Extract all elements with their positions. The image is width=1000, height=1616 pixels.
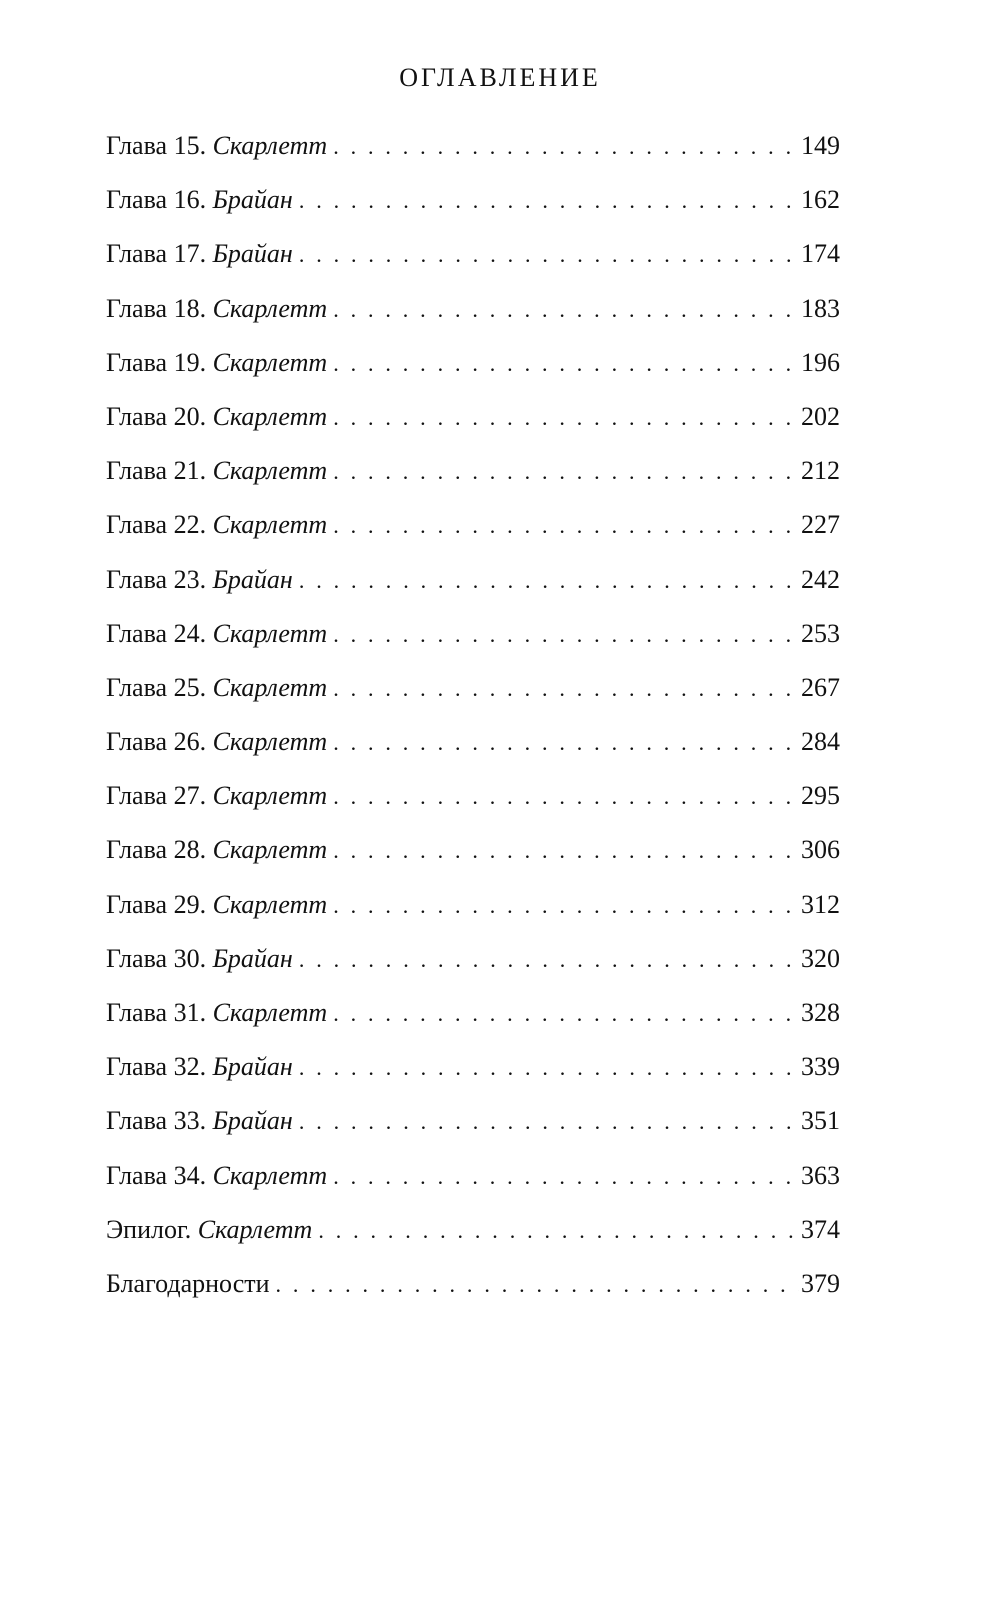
entry-label: Глава 22. Скарлетт [106,510,328,540]
dot-leader [333,398,799,438]
page-number: 374 [801,1214,840,1244]
dot-leader [276,1265,799,1305]
dot-leader [333,723,799,763]
entry-name: Скарлетт [212,1160,328,1190]
entry-label: Глава 32. Брайан [106,1052,293,1082]
entry-name: Скарлетт [212,889,328,919]
toc-entry [106,180,840,234]
entry-label: Благодарности [106,1268,270,1298]
toc-entry [106,1156,840,1210]
page-number: 162 [801,185,840,215]
dot-leader [333,994,799,1034]
page-number: 306 [801,835,840,865]
entry-label: Глава 19. Скарлетт [106,347,328,377]
dot-leader [333,777,799,817]
toc-entry [106,451,840,505]
toc-entry [106,1047,840,1101]
entry-label: Глава 23. Брайан [106,564,293,594]
entry-name: Скарлетт [197,1214,313,1244]
entry-name: Брайан [212,239,293,269]
entry-label: Глава 25. Скарлетт [106,672,328,702]
page-number: 267 [801,672,840,702]
entry-name: Скарлетт [212,293,328,323]
page-number: 351 [801,1106,840,1136]
toc-entry [106,885,840,939]
page-number: 253 [801,618,840,648]
table-of-contents [106,126,840,1318]
page-title: ОГЛАВЛЕНИЕ [399,63,601,92]
entry-name: Скарлетт [212,510,328,540]
entry-name: Скарлетт [212,131,328,160]
toc-entry [106,668,840,722]
entry-name: Скарлетт [212,781,328,811]
entry-label: Глава 16. Брайан [106,185,293,215]
page-number: 320 [801,943,840,973]
entry-label: Глава 21. Скарлетт [106,456,328,486]
entry-label: Глава 29. Скарлетт [106,889,328,919]
page-number: 328 [801,998,840,1027]
dot-leader [299,1048,799,1088]
page-number: 174 [801,239,840,269]
toc-entry [106,830,840,884]
entry-name: Брайан [212,564,293,594]
entry-label: Глава 27. Скарлетт [106,781,328,811]
entry-name: Скарлетт [212,401,328,431]
dot-leader [299,940,799,980]
page-number: 242 [801,564,840,594]
entry-label: Глава 17. Брайан [106,239,293,269]
dot-leader [333,506,799,546]
toc-entry [106,560,840,614]
dot-leader [333,290,799,330]
page-number: 196 [801,347,840,377]
entry-label: Глава 33. Брайан [106,1106,293,1136]
entry-label: Глава 30. Брайан [106,943,293,973]
toc-entry [106,1210,840,1264]
entry-name: Скарлетт [212,347,328,377]
entry-name: Брайан [212,185,293,215]
page-number: 183 [801,293,840,323]
entry-label: Глава 24. Скарлетт [106,618,328,648]
entry-name: Брайан [212,1052,293,1082]
entry-label: Эпилог. Скарлетт [106,1214,313,1244]
page-number: 227 [801,510,840,540]
toc-entry [106,126,840,180]
toc-entry [106,289,840,343]
page-number: 339 [801,1052,840,1082]
entry-label: Глава 15. Скарлетт [106,131,328,160]
entry-name: Скарлетт [212,835,328,865]
dot-leader [333,127,799,167]
entry-name: Брайан [212,1106,293,1136]
dot-leader [299,561,799,601]
toc-entry [106,505,840,559]
page-number: 149 [801,131,840,160]
entry-label: Глава 26. Скарлетт [106,727,328,757]
toc-entry [106,993,840,1047]
dot-leader [333,831,799,871]
toc-entry [106,234,840,288]
dot-leader [299,1102,799,1142]
entry-name: Скарлетт [212,727,328,757]
dot-leader [333,886,799,926]
entry-name: Скарлетт [212,618,328,648]
entry-label: Глава 28. Скарлетт [106,835,328,865]
dot-leader [299,235,799,275]
toc-entry [106,343,840,397]
dot-leader [333,669,799,709]
dot-leader [333,344,799,384]
page-number: 312 [801,889,840,919]
page-number: 295 [801,781,840,811]
entry-name: Скарлетт [212,456,328,486]
dot-leader [333,615,799,655]
page-number: 379 [801,1268,840,1298]
entry-label: Глава 34. Скарлетт [106,1160,328,1190]
page-number: 284 [801,727,840,757]
dot-leader [333,1157,799,1197]
page-number: 363 [801,1160,840,1190]
toc-entry [106,722,840,776]
toc-entry [106,1264,840,1318]
entry-name: Скарлетт [212,672,328,702]
toc-entry [106,614,840,668]
entry-label: Глава 18. Скарлетт [106,293,328,323]
dot-leader [333,452,799,492]
entry-name: Скарлетт [212,998,328,1027]
entry-label: Глава 31. Скарлетт [106,998,328,1027]
toc-entry [106,776,840,830]
page-number: 202 [801,401,840,431]
toc-entry [106,939,840,993]
toc-entry [106,1101,840,1155]
page-number: 212 [801,456,840,486]
dot-leader [299,181,799,221]
entry-name: Брайан [212,943,293,973]
dot-leader [318,1211,799,1251]
toc-entry [106,397,840,451]
entry-label: Глава 20. Скарлетт [106,401,328,431]
